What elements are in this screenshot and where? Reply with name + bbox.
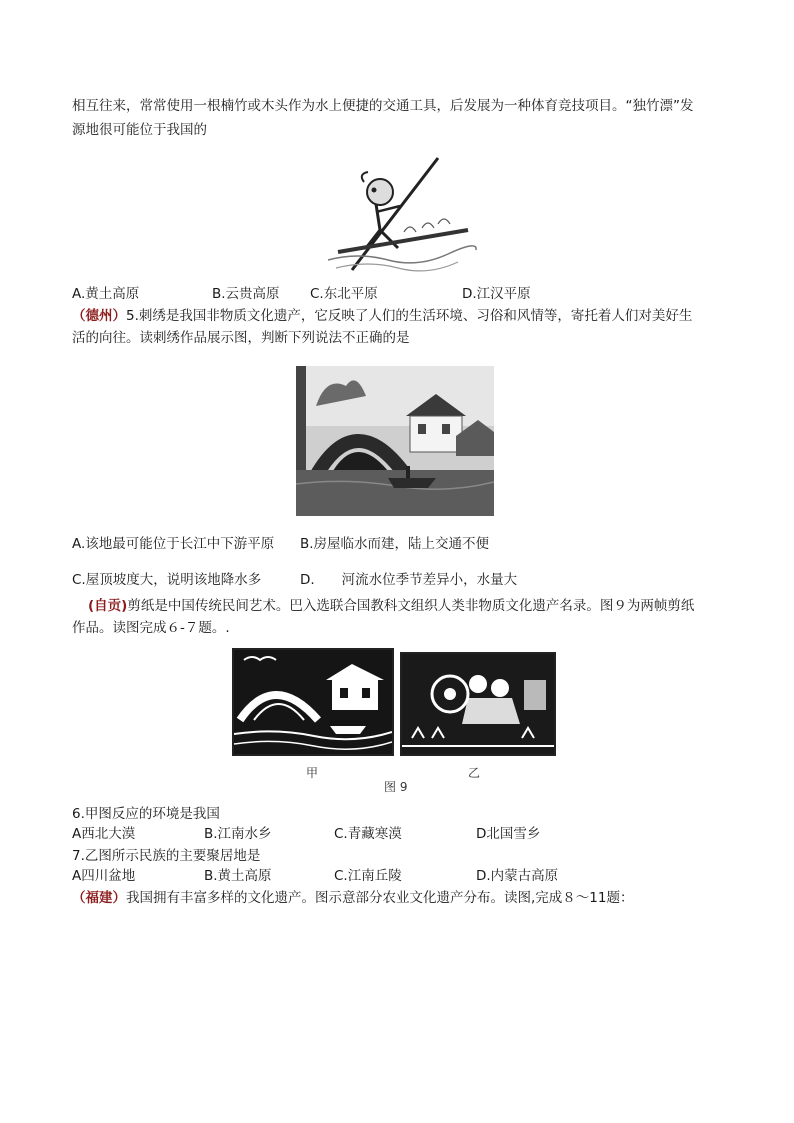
q6-option-b: B.江南水乡 — [204, 826, 272, 842]
q7-option-c: C.江南丘陵 — [334, 868, 402, 884]
q5-option-b: B.房屋临水而建，陆上交通不便 — [300, 536, 490, 552]
q5-option-c: C.屋顶坡度大，说明该地降水多 — [72, 572, 262, 588]
figure-caption: 图 9 — [384, 780, 408, 794]
q4-option-b: B.云贵高原 — [212, 286, 280, 302]
q8-11-intro — [72, 888, 633, 908]
q4-option-d: D.江汉平原 — [462, 286, 531, 302]
q7-option-d: D.内蒙古高原 — [476, 868, 559, 884]
embroidery-water-town-image — [296, 366, 494, 516]
q5-source-tag: （德州） — [72, 308, 126, 324]
q5-stem-text: 5.刺绣是我国非物质文化遗产，它反映了人们的生活环境、习俗和风情等，寄托着人们对美好生 — [126, 308, 693, 324]
q4-option-a: A.黄土高原 — [72, 286, 140, 302]
q7-option-a: A四川盆地 — [72, 868, 136, 884]
q5-stem-line2: 活的向往。读刺绣作品展示图，判断下列说法不正确的是 — [72, 330, 410, 346]
q5-option-d: D. 河流水位季节差异小，水量大 — [300, 572, 518, 588]
papercut-figure-jia — [232, 648, 394, 756]
q6-stem: 6.甲图反应的环境是我国 — [72, 806, 220, 822]
q8-11-source-tag: （福建） — [72, 890, 126, 906]
q6-option-a: A西北大漠 — [72, 826, 136, 842]
q5-option-a: A.该地最可能位于长江中下游平原 — [72, 536, 275, 552]
q4-option-c: C.东北平原 — [310, 286, 378, 302]
q6-7-source-tag: (自贡) — [88, 598, 128, 614]
q6-7-intro-line1 — [88, 596, 694, 616]
q7-option-b: B.黄土高原 — [204, 868, 272, 884]
bamboo-rafting-illustration — [318, 152, 478, 278]
q8-11-intro-text: 我国拥有丰富多样的文化遗产。图示意部分农业文化遗产分布。读图,完成８～11题： — [126, 890, 634, 906]
q4-stem-line1: 相互往来，常常使用一根楠竹或木头作为水上便捷的交通工具，后发展为一种体育竞技项目。“独竹漂”发 — [72, 98, 694, 114]
q4-stem-line2: 源地很可能位于我国的 — [72, 122, 207, 138]
q6-7-intro-line2: 作品。读图完成６-７题。. — [72, 620, 230, 636]
q7-stem: 7.乙图所示民族的主要聚居地是 — [72, 848, 261, 864]
q5-stem-line1 — [72, 306, 692, 326]
papercut-figure-yi — [400, 652, 556, 756]
q6-7-intro-text: 剪纸是中国传统民间艺术。巴入选联合国教科文组织人类非物质文化遗产名录。图９为两帧剪纸 — [127, 598, 695, 614]
q6-option-d: D北国雪乡 — [476, 826, 541, 842]
figure-label-yi: 乙 — [468, 766, 481, 780]
q6-option-c: C.青藏寒漠 — [334, 826, 402, 842]
figure-label-jia: 甲 — [306, 766, 319, 780]
